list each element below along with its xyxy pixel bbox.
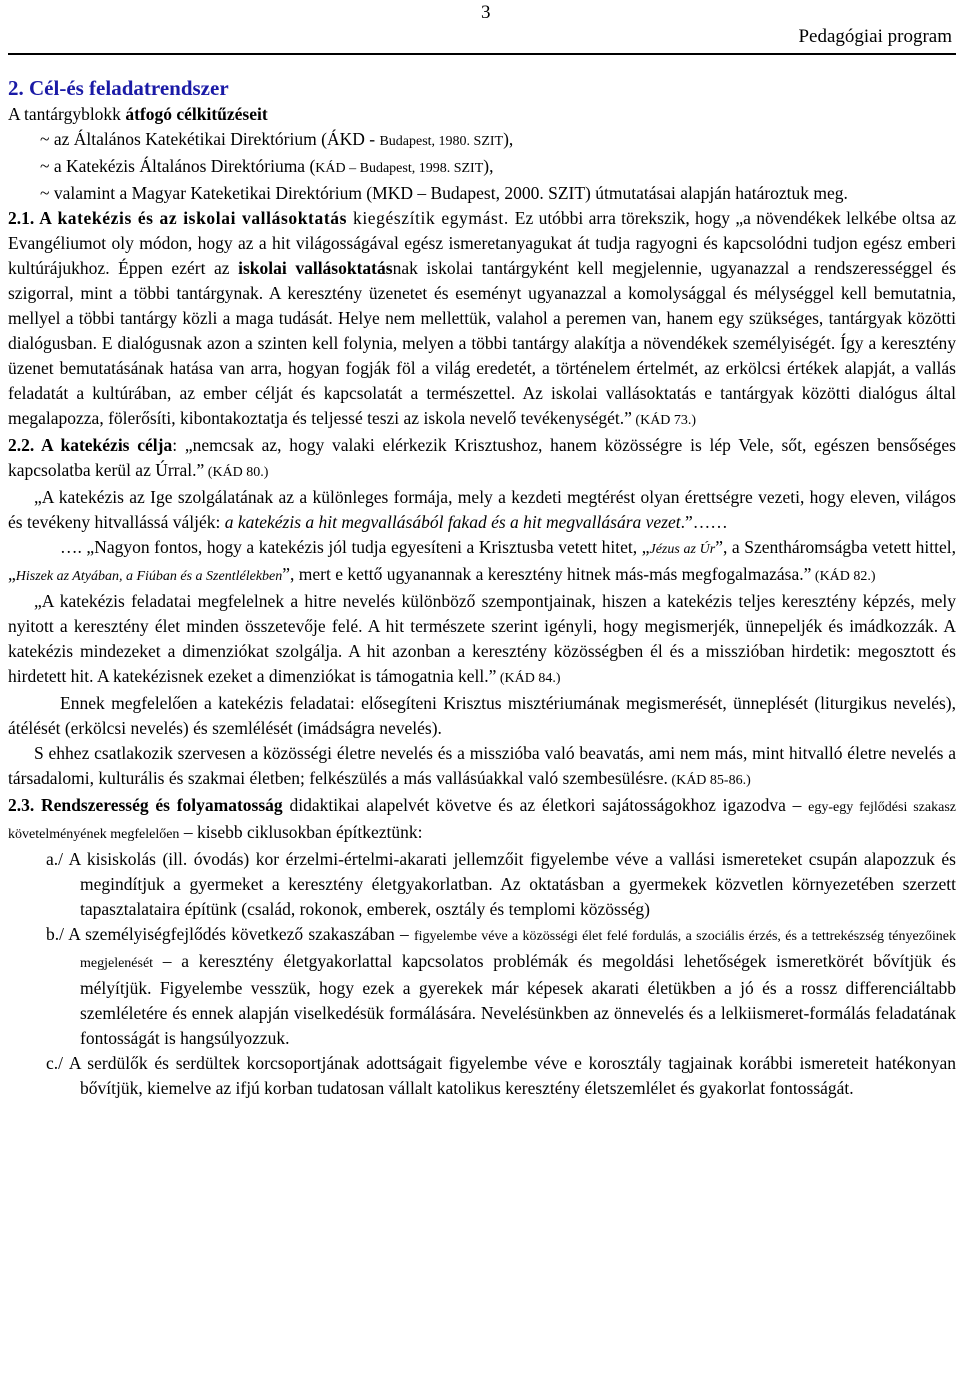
header-rule bbox=[8, 53, 956, 55]
chapter-title: 2. Cél-és feladatrendszer bbox=[8, 76, 229, 100]
source-suffix: ), bbox=[503, 129, 514, 149]
paragraph-text: „A katekézis az Ige szolgálatának az a különleges formája, mely a kezdeti megtérést olyan érettségre vezeti, hogy eleven, világos és tevékeny hitvallássá váljék: bbox=[8, 487, 956, 532]
paragraph-text: ”, mert e kettő ugyanannak a keresztény hitnek más-más megfogalmazása.” bbox=[282, 564, 812, 584]
paragraph bbox=[8, 691, 956, 741]
intro-text: A tantárgyblokk bbox=[8, 104, 126, 124]
list-small: figyelembe véve a közösségi élet felé fordulás, a szociális érzés, és a tettrekészség tényezőinek megjelenését bbox=[80, 929, 956, 971]
section-text: – kisebb ciklusokban építkeztünk: bbox=[179, 822, 423, 842]
section-text: didaktikai alapelvét követve és az életkori sajátosságokhoz igazodva – bbox=[282, 795, 809, 815]
section-text: Ez utóbbi arra törekszik, hogy „a növendékek lelkébe oltsa az Evangéliumot oly módon, hogy az a hit világosságával egész ismeretanyagukat át tudja ragyogni és kapcsolódni tudjon egész emberi kultúrájukhoz. Éppen ezért az bbox=[8, 208, 956, 278]
section-lead: kiegészítik egymást. bbox=[347, 208, 515, 228]
paragraph-italic: a katekézis a hit megvallásából fakad és a hit megvallására vezet bbox=[224, 512, 681, 532]
paragraph bbox=[8, 535, 956, 589]
source-item bbox=[40, 127, 956, 154]
section-heading: A katekézis és az iskolai vallásoktatás bbox=[34, 208, 348, 228]
source-small: KÁD – Budapest, 1998. SZIT bbox=[315, 161, 484, 176]
paragraph-text: S ehhez csatlakozik szervesen a közösségi életre nevelés és a misszióba való beavatás, ami nem más, mint hitvalló életre nevelés a társadalomi, kulturális és szakmai életben; felkészülés a más vallásúakkal való szembesülésre. bbox=[8, 743, 956, 788]
list-text: A személyiségfejlődés következő szakaszában – bbox=[64, 924, 414, 944]
section-small: egy-egy fejlődési szakasz követelményének megfelelően bbox=[8, 800, 956, 842]
section-number: 2.2. bbox=[8, 435, 35, 455]
list-text: A kisiskolás (ill. óvodás) kor érzelmi-értelmi-akarati jellemzőit figyelembe véve a vallási ismereteket csupán alapozzuk és megindítjuk a gyermeket a keresztény életgyakorlatban. Az oktatásban a gyermekek közvetlen környezetében szerzett tapasztalataira építünk (család, rokonok, emberek, osztály és templomi közösség) bbox=[63, 849, 956, 919]
cycle-list bbox=[8, 847, 956, 1101]
paragraph-text: .”…… bbox=[680, 512, 728, 532]
paragraph bbox=[8, 485, 956, 535]
section-number: 2.3. bbox=[8, 795, 35, 815]
list-label: b./ bbox=[46, 924, 64, 944]
list-text: – a keresztény életgyakorlattal kapcsolatos problémák és megoldási lehetőségek ismeretkörét bővítjük és mélyítjük. Figyelembe vesszük, hogy ezek a gyerekek már képesek akarati életükben a jó és a rossz differenciáltabb szemléletére és ennek alapján viselkedésük formálására. Nevelésünkben az önnevelés és a lelkiismeret-formálás feladatának fontosságát is hangsúlyozzuk. bbox=[80, 951, 956, 1048]
paragraph-text: „A katekézis feladatai megfelelnek a hitre nevelés különböző szempontjainak, hiszen a katekézis teljes keresztény képzés, mely nyitott a keresztény élet minden összetevője felé. A hit természete szerint igényli, hogy megismerjék, ünnepeljék és imádkozzák. A katekézis mindezeket a dimenziókat szolgálja. A hit azonban a keresztény közösségben él és a misszióban hirdetik: megosztott és hirdetett hit. A katekézisnek ezeket a dimenziókat is támogatnia kell.” bbox=[8, 591, 956, 686]
paragraph bbox=[8, 741, 956, 793]
section-text: nak iskolai tantárgyként kell megjelennie, ugyanazzal a rendszerességgel és szigorral, mint a többi tantárgynak. A keresztény üzenetet és eseményt ugyanazzal a komolysággal és mélységgel kell bemutatnia, mellyel a többi tantárgy közli a maga tudását. Helye nem mellettük, valahol a peremen van, hanem egy szükséges, tantárgyak közötti dialógusban. E dialógusnak azon a szinten kell folynia, melyen a többi tantárgy alakítja a növendékek személyiségét. Így a keresztény üzenet bemutatásának hatása van arra, hogyan fogják föl a világ eredetét, a történelem értelmét, az erkölcsi értékek alapját, a vallás feladatát a kultúrában, az ember célját és kapcsolatát a természettel. Az iskolai vallásoktatás e tantárgyak közötti dialógus által megalapozza, fölerősíti, kibontakoztatja és teljessé teszi az iskola nevelő tevékenységét.” bbox=[8, 258, 957, 428]
paragraph-text: Ennek megfelelően a katekézis feladatai: elősegíteni Krisztus misztériumának megismerését, ünneplését (liturgikus nevelés), átélését (erkölcsi nevelés) és szemlélését (imádságra nevelés). bbox=[8, 693, 956, 738]
reference: (KÁD 82.) bbox=[811, 569, 876, 584]
source-prefix: ~ az Általános Katekétikai Direktórium (ÁKD - bbox=[40, 129, 380, 149]
paragraph-text: ”, a Szentháromságba vetett hittel, „ bbox=[8, 537, 956, 584]
source-item bbox=[40, 154, 956, 181]
source-item bbox=[40, 181, 956, 206]
list-item bbox=[46, 1051, 956, 1101]
section-bold-term: iskolai vallásoktatás bbox=[238, 258, 393, 278]
page-content bbox=[8, 75, 956, 1101]
source-prefix: ~ valamint a Magyar Kateketikai Direktórium (MKD – Budapest, 2000. SZIT) útmutatásai alapján határoztuk meg. bbox=[40, 183, 848, 203]
section-text: : „nemcsak az, hogy valaki elérkezik Krisztushoz, hanem közösségre is lép Vele, sőt, egészen bensőséges kapcsolatba kerül az Úrral.” bbox=[8, 435, 956, 480]
reference: (KÁD 80.) bbox=[204, 465, 269, 480]
list-text: A serdülők és serdültek korcsoportjának adottságait figyelembe véve e korosztály tagjainak korábbi ismereteit hatékonyan bővítjük, kiemelve az ifjú korban tudatosan vállalt katolikus keresztény életszemlélet és gyakorlat fontosságát. bbox=[63, 1053, 956, 1098]
section-heading: Rendszeresség és folyamatosság bbox=[34, 795, 283, 815]
list-label: a./ bbox=[46, 849, 64, 869]
chapter-intro bbox=[8, 102, 956, 127]
source-list bbox=[8, 127, 956, 206]
paragraph bbox=[8, 589, 956, 691]
source-suffix: ), bbox=[483, 156, 494, 176]
paragraph-text: …. „Nagyon fontos, hogy a katekézis jól tudja egyesíteni a Krisztusba vetett hitet, „ bbox=[60, 537, 650, 557]
paragraph-italic: Hiszek az Atyában, a Fiúban és a Szentlélekben bbox=[15, 569, 283, 584]
source-prefix: ~ a Katekézis Általános Direktóriuma ( bbox=[40, 156, 316, 176]
reference: (KÁD 73.) bbox=[631, 413, 697, 428]
paragraph-italic: Jézus az Úr bbox=[649, 542, 716, 557]
running-title: Pedagógiai program bbox=[798, 26, 952, 47]
section-heading: A katekézis célja bbox=[34, 435, 173, 455]
list-label: c./ bbox=[46, 1053, 64, 1073]
intro-bold: átfogó célkitűzéseit bbox=[125, 104, 268, 124]
page-number: 3 bbox=[481, 2, 491, 23]
section-2-3 bbox=[8, 793, 956, 847]
list-item bbox=[46, 922, 956, 1051]
source-small: Budapest, 1980. SZIT bbox=[379, 134, 504, 149]
section-2-1 bbox=[8, 206, 956, 433]
section-number: 2.1. bbox=[8, 208, 35, 228]
section-2-2 bbox=[8, 433, 956, 485]
reference: (KÁD 84.) bbox=[496, 671, 561, 686]
list-item bbox=[46, 847, 956, 922]
reference: (KÁD 85-86.) bbox=[667, 773, 751, 788]
